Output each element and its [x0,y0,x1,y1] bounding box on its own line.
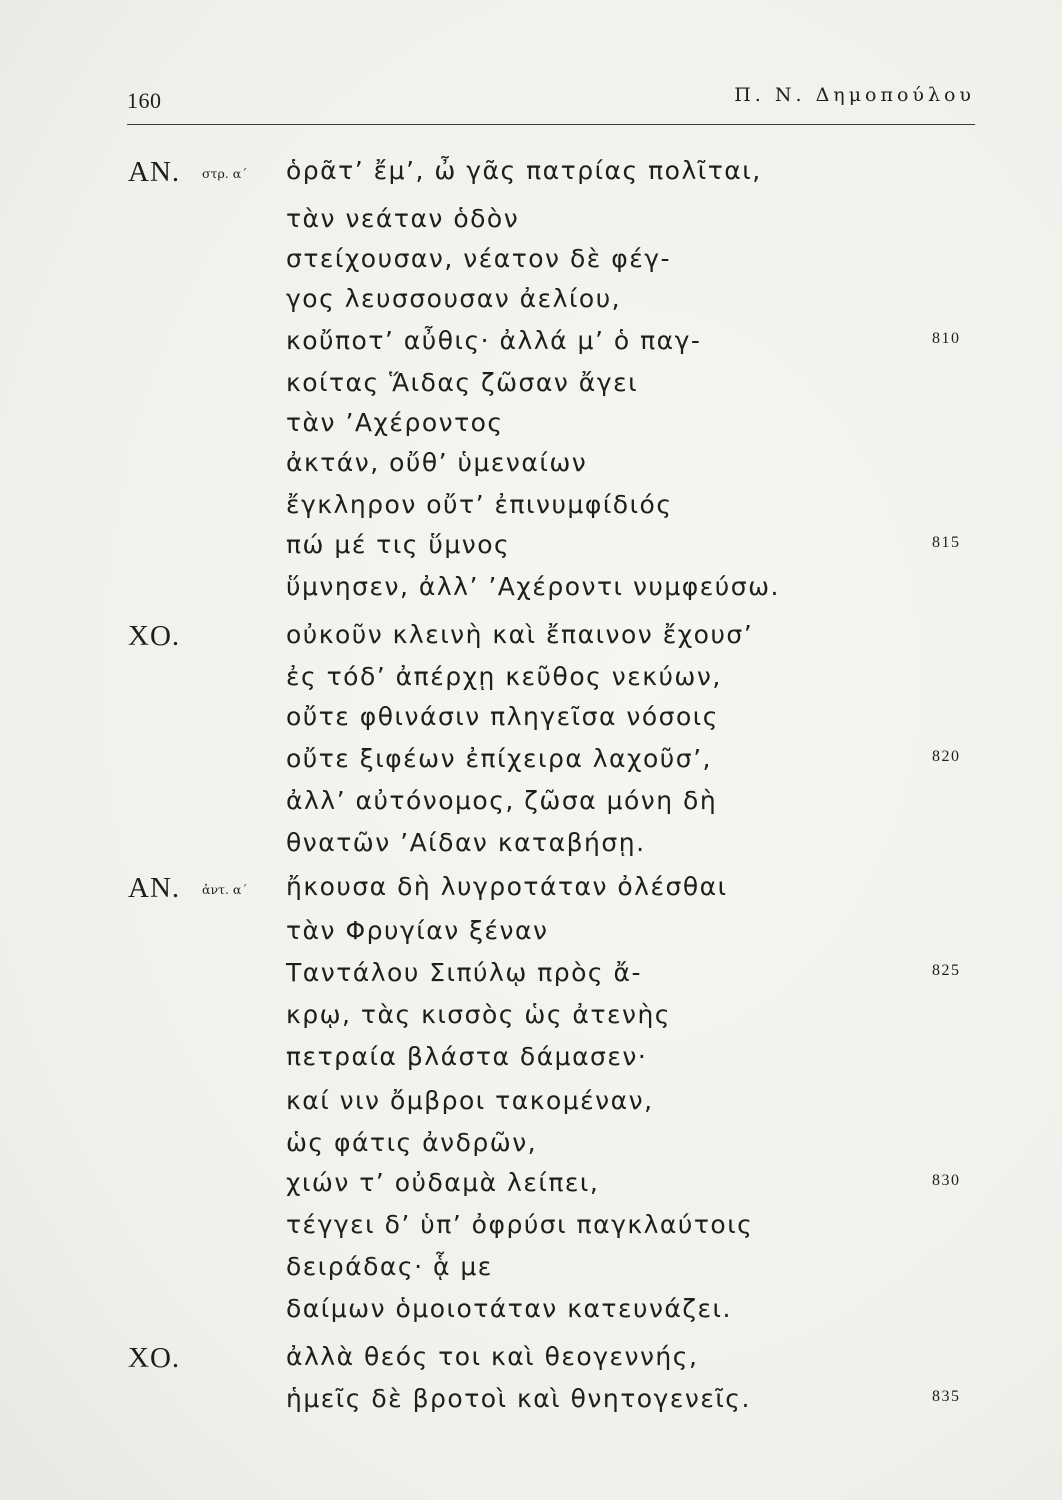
verse-line [0,744,1062,776]
verse-text: ἐς τόδ’ ἀπέρχῃ κεῦθος νεκύων, [286,662,722,691]
line-number: 820 [932,748,961,765]
verse-text: κοὔποτ’ αὖθις· ἀλλά μ’ ὁ παγ- [286,326,702,355]
verse-text: τὰν νεάταν ὁδὸν [286,204,520,233]
verse-line [0,786,1062,818]
strophe-mark: στρ. α΄ [202,166,248,181]
verse-text: ὡς φάτις ἀνδρῶν, [286,1128,538,1157]
strophe-mark: ἀντ. α΄ [202,882,248,897]
verse-text: ἀκτάν, οὔθ’ ὑμεναίων [286,448,588,477]
verse-text: ὁρᾶτ’ ἔμ’, ὦ γᾶς πατρίας πολῖται, [286,156,762,185]
verse-text: θνατῶν ’Αίδαν καταβήσῃ. [286,828,646,857]
verse-line [0,916,1062,948]
running-head: Π. Ν. Δημοπούλου [734,84,975,106]
verse-text: οὔτε φθινάσιν πληγεῖσα νόσοις [286,702,719,731]
verse-line [0,620,1062,652]
verse-line [0,1384,1062,1416]
verse-line [0,368,1062,400]
verse-line [0,1000,1062,1032]
verse-text: οὐκοῦν κλεινὴ καὶ ἔπαινον ἔχουσ’ [286,620,754,649]
page-header [127,78,975,118]
verse-line [0,828,1062,860]
verse-line [0,204,1062,236]
verse-text: χιών τ’ οὐδαμὰ λείπει, [286,1168,600,1197]
verse-line [0,1086,1062,1118]
verse-line [0,572,1062,604]
verse-text: ἔγκληρον οὔτ’ ἐπινυμφίδιός [286,490,673,519]
speaker-label: ΧΟ. [128,1342,181,1374]
verse-text: πώ μέ τις ὕμνος [286,530,511,559]
verse-line [0,1252,1062,1284]
speaker-label: ΧΟ. [128,620,181,652]
verse-line [0,326,1062,358]
verse-line [0,702,1062,734]
verse-line [0,872,1062,904]
line-number: 825 [932,962,961,979]
verse-text: στείχουσαν, νέατον δὲ φέγ- [286,244,672,273]
verse-line [0,448,1062,480]
verse-text: ὕμνησεν, ἀλλ’ ’Αχέροντι νυμφεύσω. [286,572,780,601]
verse-line [0,1128,1062,1160]
verse-line [0,958,1062,990]
verse-line [0,490,1062,522]
verse-line [0,284,1062,316]
verse-line [0,408,1062,440]
line-number: 830 [932,1172,961,1189]
line-number: 835 [932,1388,961,1405]
verse-line [0,156,1062,188]
verse-text: πετραία βλάστα δάμασεν· [286,1042,648,1071]
verse-text: γος λευσσουσαν ἀελίου, [286,284,622,313]
verse-line [0,1210,1062,1242]
verse-text: κοίτας Ἅιδας ζῶσαν ἄγει [286,368,639,397]
verse-text: ἡμεῖς δὲ βροτοὶ καὶ θνητογενεῖς. [286,1384,751,1413]
verse-text: τὰν ’Αχέροντος [286,408,504,437]
line-number: 815 [932,534,961,551]
page-number: 160 [127,88,162,113]
verse-text: Ταντάλου Σιπύλῳ πρὸς ἄ- [286,958,643,987]
verse-text: ἀλλὰ θεός τοι καὶ θεογεννής, [286,1342,699,1371]
verse-line [0,1042,1062,1074]
line-number: 810 [932,330,961,347]
verse-line [0,1168,1062,1200]
verse-text: κρῳ, τὰς κισσὸς ὡς ἀτενὴς [286,1000,671,1029]
verse-text: δειράδας· ᾇ με [286,1252,493,1281]
header-rule [127,124,975,125]
speaker-label: ΑΝ. [128,872,181,904]
verse-text: ἀλλ’ αὐτόνομος, ζῶσα μόνη δὴ [286,786,718,815]
speaker-label: ΑΝ. [128,156,181,188]
verse-text: καί νιν ὄμβροι τακομέναν, [286,1086,654,1115]
verse-text: οὔτε ξιφέων ἐπίχειρα λαχοῦσ’, [286,744,712,773]
verse-line [0,662,1062,694]
verse-text: τὰν Φρυγίαν ξέναν [286,916,549,945]
verse-text: ἤκουσα δὴ λυγροτάταν ὀλέσθαι [286,872,728,901]
verse-line [0,530,1062,562]
verse-line [0,1294,1062,1326]
verse-line [0,244,1062,276]
verse-text: δαίμων ὁμοιοτάταν κατευνάζει. [286,1294,732,1323]
verse-text: τέγγει δ’ ὑπ’ ὀφρύσι παγκλαύτοις [286,1210,754,1239]
verse-line [0,1342,1062,1374]
